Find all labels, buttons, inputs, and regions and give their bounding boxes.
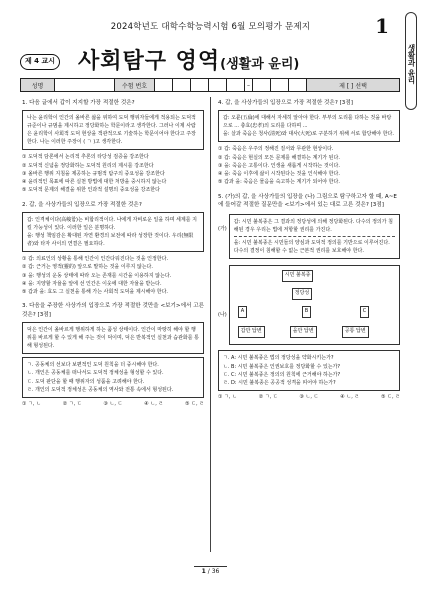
- exam-number-cell[interactable]: [227, 79, 245, 91]
- flowchart-node: B: [302, 306, 311, 318]
- exam-number-cell[interactable]: [253, 79, 271, 91]
- answer-option[interactable]: ⑤ 도덕적 문제의 해결을 위한 인과적 설명의 중요성을 강조한다: [22, 187, 160, 194]
- flowchart-node: A: [238, 306, 247, 318]
- answer-option[interactable]: ② 갑: 죽음은 현실의 모든 문제를 해결하는 계기가 된다.: [218, 154, 340, 161]
- bogi-item: ㄷ. C: 시민 불복종은 정의의 원칙에 근거해야 하는가?: [223, 371, 341, 378]
- answer-option[interactable]: ① 갑: 죽음은 우주의 정해진 질서와 무관한 현상이다.: [218, 146, 334, 153]
- bogi-box: [22, 357, 204, 398]
- passage-box: [229, 214, 400, 259]
- answer-option[interactable]: ⑤ 갑과 을: 효도 그 실천을 통해 가는 사회적 도덕을 제시해야 한다.: [22, 289, 168, 296]
- answer-choice[interactable]: ① ㄱ, ㄴ: [218, 394, 237, 401]
- bogi-item: ㄹ. D: 시민 불복종은 공공적 성격을 띠어야 하는가?: [223, 380, 336, 387]
- left-column: [22, 99, 204, 415]
- answer-choice[interactable]: ③ ㄴ, ㄷ: [299, 394, 319, 401]
- passage-box: 나는 윤리학이 인간의 올바른 삶을 위하여 도덕 행위자들에게 적용되는 도덕적 규준이나 규범을 제시하고 정당화하는 학문이라고 생각한다. 그러나 이제 사람은 윤리학이 사회적 도덕 현상을 객관적으로 기술하는 학문이어야 한다고 주장한다. 나는 이러한 주장이 ( ㄱ )고 생각한다.: [22, 110, 204, 150]
- exam-number-label: 수험 번호: [115, 79, 155, 91]
- answer-option[interactable]: ④ 을: 지양할 자율을 앞에 선 인간은 이웃에 대한 자율을 받는다.: [22, 280, 162, 287]
- bogi-item: ㄴ. 개인은 공동체를 떠나서도 도덕적 정체성을 형성할 수 있다.: [27, 370, 164, 377]
- info-bar: [20, 78, 400, 92]
- column-divider: [210, 97, 211, 552]
- answer-option[interactable]: ⑤ 갑과 을: 죽음은 물음을 숙고하는 계기가 되어야 한다.: [218, 179, 340, 186]
- page-number: 1: [375, 14, 389, 38]
- exam-number-cell[interactable]: [271, 79, 289, 91]
- answer-option[interactable]: ④ 윤리적인 목표에 따른 실천 방법에 대한 처방을 중시하지 않는다: [22, 179, 167, 186]
- exam-number-cell[interactable]: [155, 79, 173, 91]
- exam-number-dash: –: [245, 79, 253, 91]
- passage-box: 덕은 인간이 올바르게 행위하게 하는 품성 상태이다. 인간이 마땅히 해야 할 행위를 바르게 할 수 있게 해 주는 것이 덕이며, 덕은 반복적인 실천과 습관화를 통해 형성된다.: [22, 322, 204, 354]
- exam-header-title: 2024학년도 대학수학능력시험 6월 모의평가 문제지: [110, 22, 311, 32]
- passage-box: 갑: 오륜(五倫)에 대해서 자세히 알아야 한다. 부부의 도리를 다하는 것을 바탕으로 ... 충효(忠孝)의 도리를 다하며 ... 을: 살과 죽음은 청사(淸死)와 대사(大死)로 구분하기 위해 서로 합당해야 한다.: [218, 110, 400, 142]
- flowchart-start: 시민 불복종: [282, 270, 314, 282]
- flowchart-diagram: [229, 265, 400, 345]
- answer-choice[interactable]: ⑤ ㄷ, ㄹ: [381, 394, 400, 401]
- exam-number-cell[interactable]: [209, 79, 227, 91]
- choice-label: 제 [ ] 선택: [307, 79, 399, 91]
- question-2: [22, 201, 204, 297]
- answer-choice[interactable]: ① ㄱ, ㄴ: [22, 401, 41, 408]
- passage-text: 을: 시민 불복종은 시민들의 양심과 도덕적 정의를 기반으로 이루어진다. 다수의 결정이 침해할 수 없는 근본적 권리를 보호해야 한다.: [234, 236, 395, 255]
- subject-side-tab: 생활과 윤리: [405, 12, 417, 110]
- answer-choice[interactable]: ③ ㄴ, ㄷ: [103, 401, 123, 408]
- answer-choice[interactable]: ④ ㄴ, ㄹ: [340, 394, 360, 401]
- passage-label: (가): [218, 226, 227, 233]
- answer-option[interactable]: ② 갑: 근거는 영적(靈的) 앞으로 말하는 것을 이루지 않는다.: [22, 264, 153, 271]
- question-3: [22, 302, 204, 409]
- page-footer: 1 / 36: [0, 566, 421, 576]
- passage-ga: [218, 212, 400, 262]
- bogi-box: [218, 350, 400, 391]
- answer-choice[interactable]: ② ㄱ, ㄷ: [258, 394, 278, 401]
- answer-choices: [218, 394, 400, 402]
- answer-option[interactable]: ③ 을: 행성의 운동 상태에 따라 오는 존재를 시간을 이용하지 않는다.: [22, 272, 172, 279]
- answer-choice[interactable]: ② ㄱ, ㄷ: [62, 401, 82, 408]
- passage-text: 갑: 시민 불복종은 그 결과의 정당성에 의해 정당화된다. 다수의 정의가 침해된 경우 우리는 법에 저항할 권리를 가진다.: [233, 219, 393, 234]
- bogi-item: ㄹ. 개인의 도덕적 정체성은 공동체의 역사와 전통 속에서 형성된다.: [27, 386, 174, 393]
- exam-number-cell[interactable]: [191, 79, 209, 91]
- exam-number-cell[interactable]: [173, 79, 191, 91]
- subject-title-main: 사회탐구 영역: [78, 49, 221, 74]
- question-5: [218, 193, 400, 403]
- name-field[interactable]: [55, 79, 115, 91]
- right-column: [218, 99, 400, 408]
- answer-option[interactable]: ④ 을: 죽음 이후에 삶이 시작된다는 것을 인식해야 한다.: [218, 171, 340, 178]
- passage-label: (나): [218, 312, 227, 319]
- exam-number-cell[interactable]: [289, 79, 307, 91]
- answer-choice[interactable]: ⑤ ㄷ, ㄹ: [185, 401, 204, 408]
- footer-total: 36: [211, 568, 220, 575]
- passage-box: 갑: 인격체이다(高峻함)는 비합리적이다. 나에게 자비로운 일을 하며 세계를 지킬 가능성이 있다. 이러한 일은 분명하다. 을: 행성 책임감은 확대된 자연 환경의 보전에 따라 성장한 것이다. 우리(無限者)와 타자 사이의 연결은 필요하다.: [22, 212, 204, 252]
- subject-title: [78, 44, 299, 75]
- passage-na: [218, 262, 400, 348]
- bogi-item: ㄱ. A: 시민 불복종은 법의 정당성을 약화시키는가?: [223, 355, 334, 362]
- name-label: 성명: [21, 79, 55, 91]
- flowchart-result: 을만 답변: [290, 326, 317, 338]
- flowchart-node: C: [360, 306, 370, 318]
- question-stem: 3. 다음을 주장한 사상가의 입장으로 가장 적절한 것만을 <보기>에서 고른 것은? [3점]: [22, 303, 205, 318]
- flowchart-result: 공통 답변: [342, 326, 369, 338]
- question-4: [218, 99, 400, 187]
- session-badge: 제 4 교시: [20, 54, 60, 70]
- question-stem: 5. (가)의 갑, 을 사상가들의 입장을 (나) 그림으로 탐구하고자 할 때, A~E에 들어갈 적절한 질문만을 <보기>에서 있는 대로 고른 것은? [3점]: [218, 193, 397, 209]
- flowchart-node: 정당성: [292, 288, 313, 300]
- answer-option[interactable]: ① 도덕적 담론에서 논리적 추론의 타당성 검증을 강조한다: [22, 154, 149, 161]
- bogi-item: ㄱ. 공동체의 선보다 보편적인 도덕 원칙을 더 중시해야 한다.: [27, 362, 159, 369]
- flowchart-result: 갑만 답변: [238, 326, 265, 338]
- footer-page: 1: [201, 568, 206, 575]
- question-stem: 1. 다음 글에서 갑이 지지할 가장 적절한 것은?: [22, 100, 135, 106]
- bogi-item: ㄷ. 도덕 판단을 할 때 행위자의 성품을 고려해야 한다.: [27, 378, 145, 385]
- answer-choices: [22, 401, 204, 409]
- question-stem: 2. 갑, 을 사상가들의 입장으로 가장 적절한 것은?: [22, 201, 142, 208]
- answer-option[interactable]: ③ 올바른 행위 지침을 제공하는 규범적 탐구의 중요성을 강조한다: [22, 170, 165, 177]
- answer-option[interactable]: ② 도덕적 신념을 정당화하는 도덕적 원리의 제시를 강조한다: [22, 162, 154, 169]
- question-stem: 4. 갑, 을 사상가들의 입장으로 가장 적절한 것은? [3점]: [218, 100, 353, 106]
- bogi-item: ㄴ. B: 시민 불복종은 인권보호를 정당화할 수 있는가?: [223, 363, 341, 370]
- answer-option[interactable]: ① 갑: 의료인의 상황을 통해 인간이 인간다워진다는 것을 인정한다.: [22, 256, 169, 263]
- answer-option[interactable]: ③ 을: 죽음은 고통이다. 인생을 새롭게 시작하는 것이다.: [218, 162, 340, 169]
- answer-choice[interactable]: ④ ㄴ, ㄹ: [144, 401, 164, 408]
- subject-subtitle: (생활과 윤리): [220, 57, 300, 72]
- question-1: [22, 99, 204, 195]
